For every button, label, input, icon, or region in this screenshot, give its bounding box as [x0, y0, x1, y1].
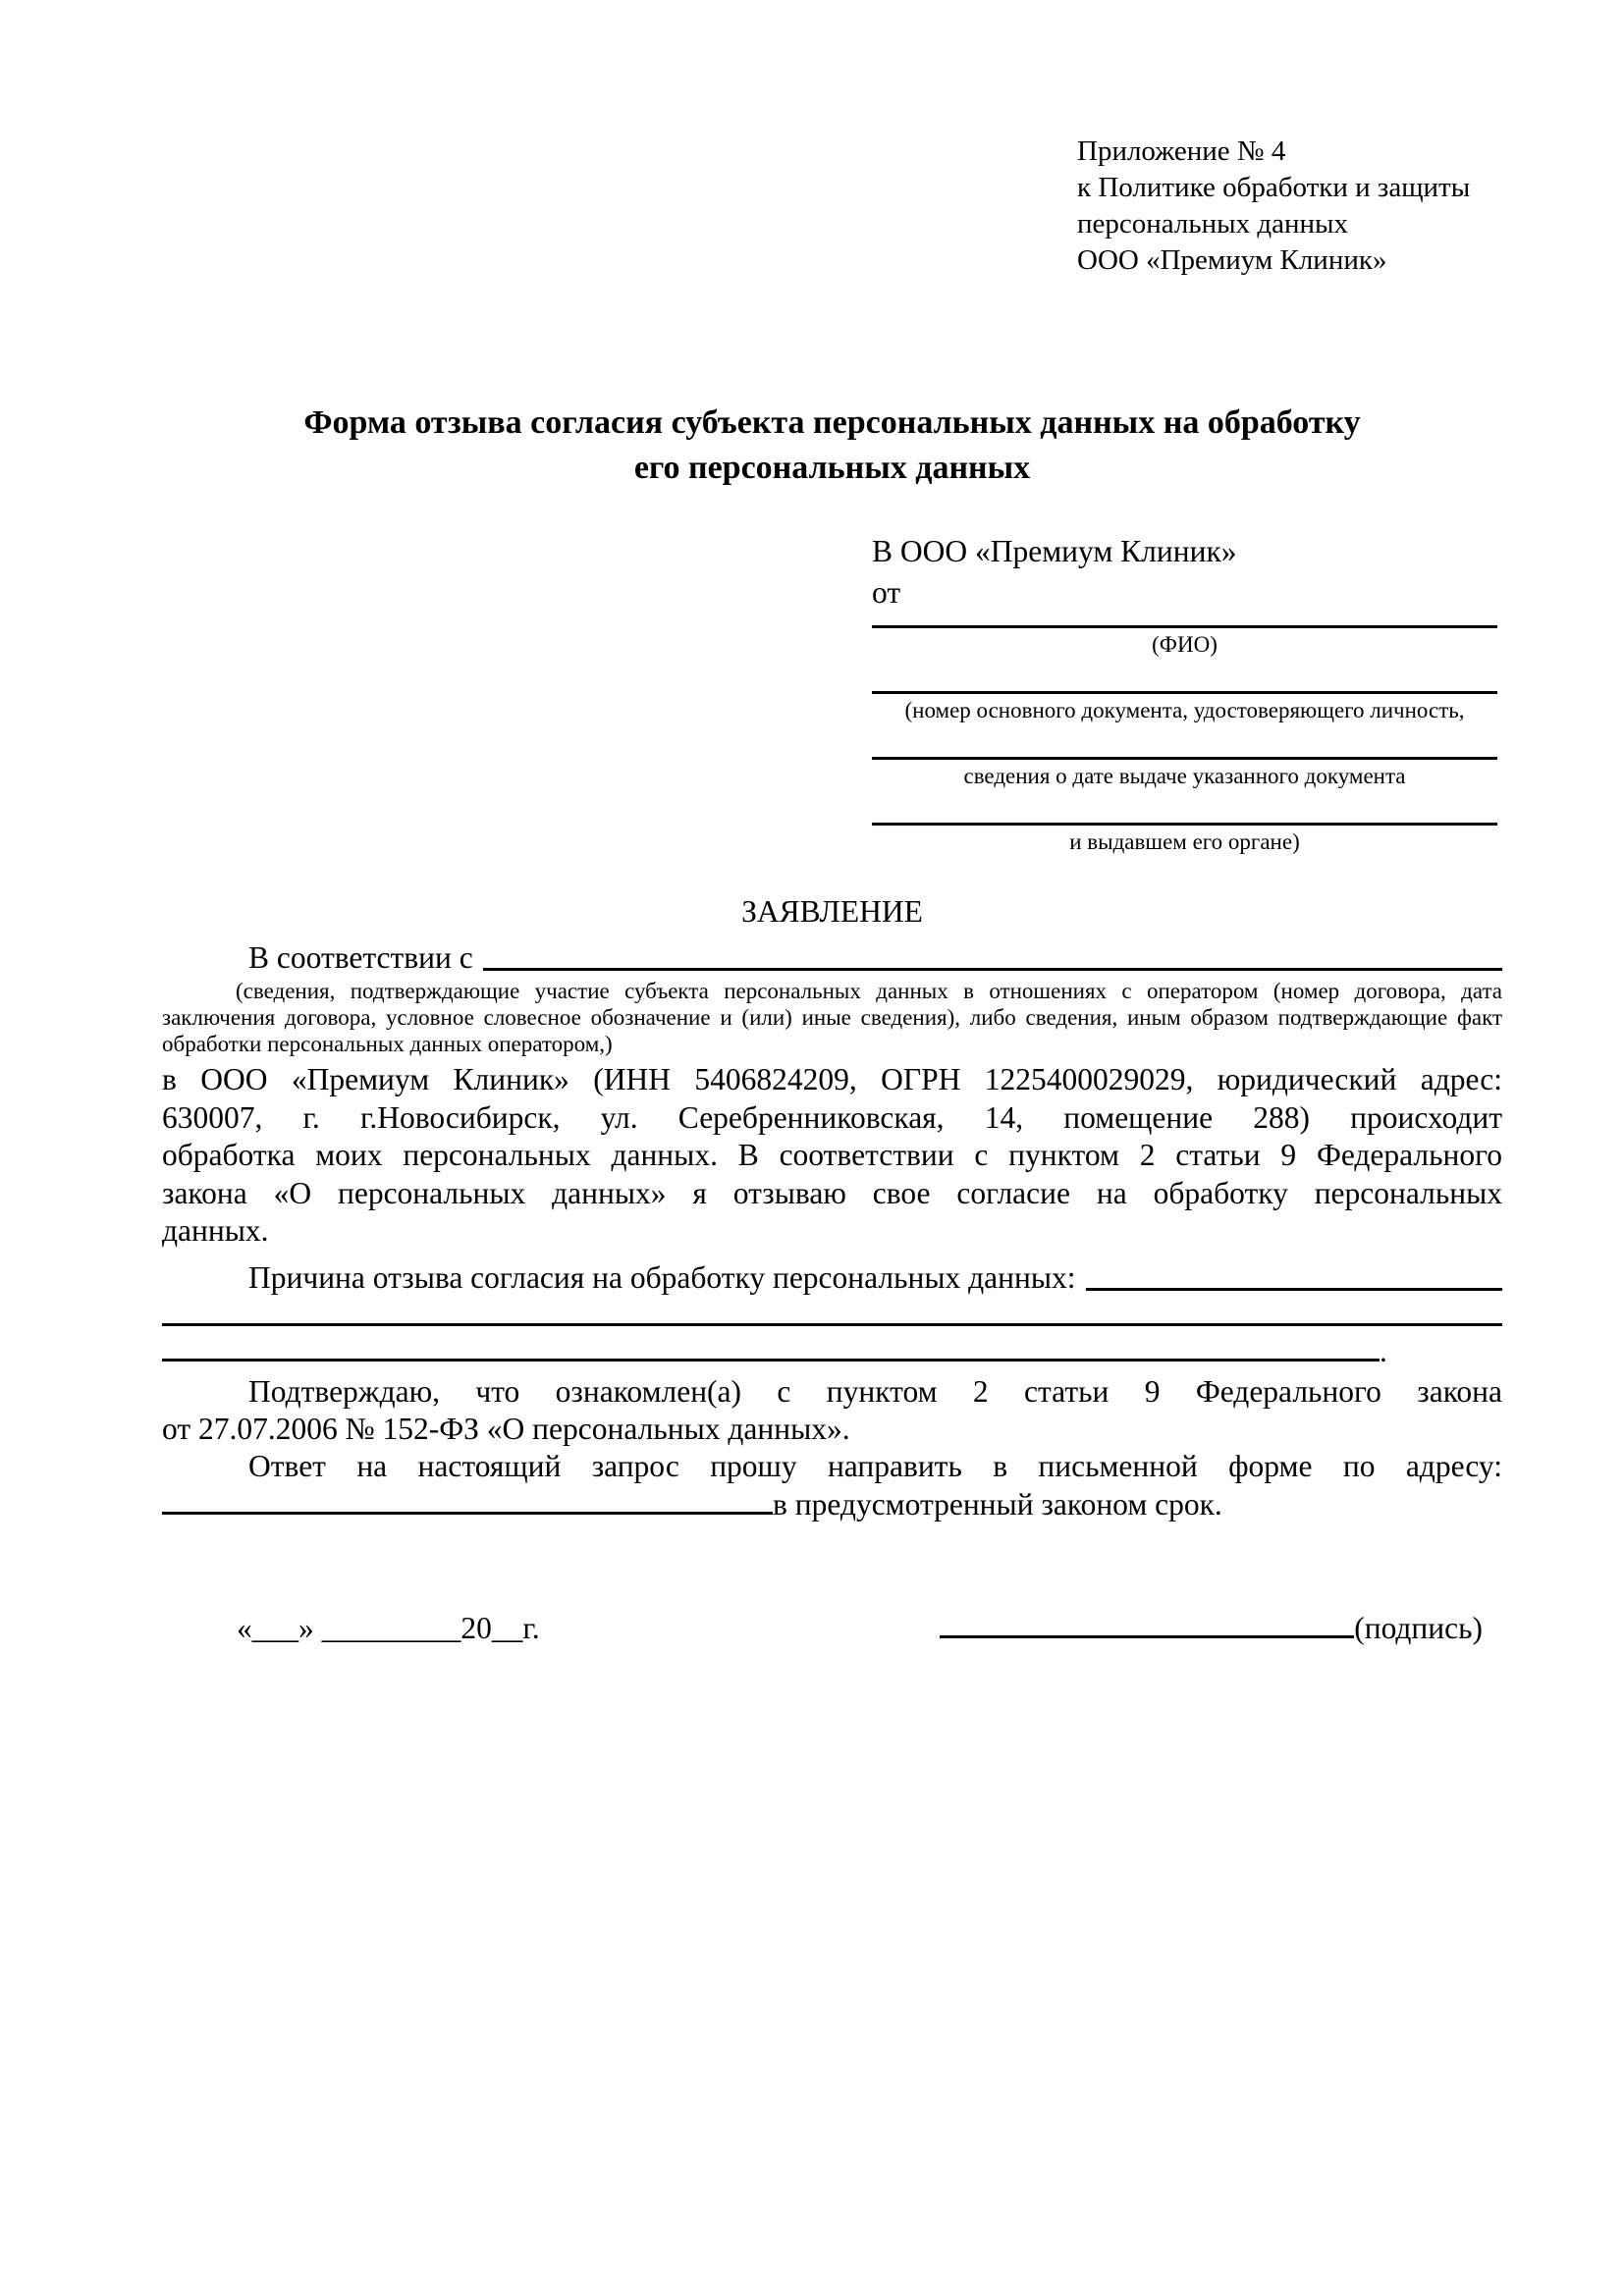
field-line-issuing-authority — [872, 823, 1497, 826]
body-line-2: 630007, г. г.Новосибирск, ул. Серебренниковская, 14, помещение 288) происходит — [162, 1099, 1502, 1135]
intro-blank-line — [483, 938, 1502, 971]
reply-address-row — [162, 1485, 1502, 1524]
fine-print-line-2: заключения договора, условное словесное обозначение и (или) иные сведения), либо сведения, иным образом подтверждающие факт — [162, 1005, 1502, 1030]
footer-row — [162, 1609, 1502, 1648]
appendix-block — [1077, 133, 1529, 279]
reason-blank-line — [1086, 1258, 1502, 1291]
reply-address-blank-line — [162, 1512, 773, 1515]
confirm-line-2: от 27.07.2006 № 152-ФЗ «О персональных данных». — [162, 1411, 850, 1446]
field-caption-fio: (ФИО) — [1152, 632, 1218, 657]
signature-blank-line — [940, 1635, 1354, 1638]
document-title-line-2: его персональных данных — [633, 450, 1031, 486]
field-line-fio — [872, 625, 1497, 628]
field-line-document-number — [872, 691, 1497, 694]
blank-line-terminator: . — [1380, 1333, 1387, 1368]
addressee-block — [872, 533, 1497, 855]
fine-print-line-3: обработки персональных данных оператором,) — [162, 1032, 613, 1056]
statement-section — [162, 893, 1502, 1648]
statement-body — [162, 1061, 1502, 1251]
reply-suffix: в предусмотренный законом срок. — [773, 1486, 1222, 1522]
body-line-1: в ООО «Премиум Клиник» (ИНН 5406824209, ОГРН 1225400029029, юридический адрес: — [162, 1062, 1502, 1096]
body-line-4: закона «О персональных данных» я отзываю свое согласие на обработку персональных — [162, 1175, 1502, 1210]
confirm-line-1: Подтверждаю, что ознакомлен(а) с пунктом 2 статьи 9 Федерального закона — [248, 1373, 1502, 1409]
body-line-3: обработка моих персональных данных. В соответствии с пунктом 2 статьи 9 Федерального — [162, 1138, 1502, 1172]
appendix-line-1: Приложение № 4 — [1077, 135, 1286, 167]
document-title-line-1: Форма отзыва согласия субъекта персональных данных на обработку — [303, 404, 1361, 441]
fine-print-note — [162, 978, 1502, 1057]
appendix-line-3: персональных данных — [1077, 208, 1349, 240]
body-line-5: данных. — [162, 1213, 269, 1248]
document-title — [162, 400, 1502, 491]
reason-blank-line-3-rule — [162, 1359, 1380, 1362]
intro-prefix: В соответствии с — [248, 940, 473, 975]
appendix-line-4: ООО «Премиум Клиник» — [1077, 244, 1387, 276]
appendix-line-2: к Политике обработки и защиты — [1077, 172, 1471, 203]
field-caption-issuing-authority: и выдавшем его органе) — [1069, 829, 1300, 854]
field-caption-issue-date: сведения о дате выдаче указанного документа — [963, 764, 1406, 788]
intro-line — [162, 938, 1502, 978]
fine-print-line-1: (сведения, подтверждающие участие субъекта персональных данных в отношениях с оператором (номер договора, дата — [236, 979, 1502, 1003]
signature-group — [940, 1609, 1483, 1648]
reason-line — [162, 1258, 1502, 1298]
statement-heading: ЗАЯВЛЕНИЕ — [741, 894, 923, 929]
field-line-issue-date — [872, 757, 1497, 760]
addressee-from-label: от — [872, 575, 901, 610]
reply-line: Ответ на настоящий запрос прошу направить в письменной форме по адресу: — [248, 1448, 1502, 1483]
field-caption-document-number: (номер основного документа, удостоверяющего личность, — [904, 698, 1465, 722]
reason-prefix: Причина отзыва согласия на обработку персональных данных: — [248, 1259, 1076, 1295]
date-line: «___» _________20__г. — [237, 1610, 540, 1645]
reason-blank-line-3 — [162, 1332, 1502, 1371]
reason-blank-line-2 — [162, 1323, 1502, 1326]
addressee-to: В ООО «Премиум Клиник» — [872, 534, 1237, 568]
signature-caption: (подпись) — [1354, 1610, 1483, 1645]
